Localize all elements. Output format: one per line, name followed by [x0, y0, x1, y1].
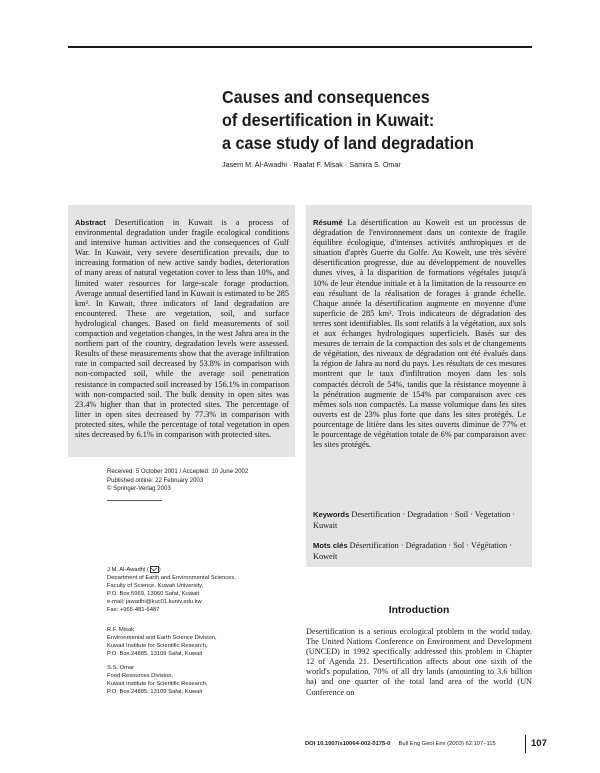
resume: [313, 218, 526, 450]
address-name-line: [107, 566, 297, 575]
resume-text: La désertification au Koweït est un processus de dégradation de l'environnement dans un contexte de fragile équilibre écologique, d'intenses activités anthropiques et de situation d'après Guerre du Golfe. Au Koweït, une très sévère désertification progresse, due au développement de nouvelles dunes vives, à la disparition de formations végétales jusqu'à 10% de leur étendue initiale et à la limitation de la ressource en eau résultant de la réalisation de forages à grande échelle. Chaque année la désertification augmente en moyenne d'une superficie de 285 km². Trois indicateurs de dégradation des terres sont identifiables. Ils sont relatifs à la végétation, aux sols et aux échanges hydrologiques superficiels. Basés sur des mesures de terrain de la compaction des sols et de changements de végétation, des niveaux de dégradation ont été évalués dans la région de Jahra au nord du pays. Les résultats de ces mesures montrent que le taux d'infiltration moyen dans les sols compactés décroît de 54%, tandis que la résistance moyenne à la pénétration augmente de 154% par comparaison avec ces mêmes sols non compactés. La masse volumique dans les sites ouverts est de 23% plus forte que dans les sites protégés. Le pourcentage de litière dans les sites ouverts diminue de 77% et le pourcentage de végétation totale de 6% par comparaison avec les sites protégés.: [313, 218, 526, 450]
title-line-1: Causes and consequences: [222, 87, 430, 107]
title-line-3: a case study of land degradation: [222, 133, 474, 153]
address-line: P.O. Box 5969, 13060 Safat, Kuwait: [107, 590, 200, 597]
mail-icon: [150, 566, 159, 573]
address-al-awadhi: [107, 566, 297, 614]
abstract: [75, 218, 289, 440]
address-misak: [107, 627, 297, 659]
received-info: [107, 468, 297, 494]
address-name-close: ): [158, 567, 161, 574]
page-number-rule: [525, 735, 526, 753]
mots-cles-text: Désertification · Dégradation · Sol · Végétation · Koweït: [313, 541, 512, 561]
abstract-text: Desertification in Kuwait is a process of environmental degradation under fragile ecological conditions and intensive human activities and the consequences of Gulf War. In Kuwait, very severe desertification prevails, due to increasing formation of new active sandy bodies, deterioration of many areas of natural vegetation cover to less than 10%, and limited water resources for large-scale forage production. Average annual desertified land in Kuwait is estimated to be 285 km². In Kuwait, three indicators of land degradation are encountered. These are vegetation, soil, and surface hydrological changes. Based on field measurements of soil compaction and vegetation changes, in the west Jahra area in the northern part of the country, degradation levels were assessed. Results of these measurements show that the average infiltration rate in compacted soil decreased by 53.8% in comparison with non-compacted soil, while the average soil penetration resistance in compacted soil increased by 156.1% in comparison with non-compacted soil. The bulk density in open sites was 23.4% higher than that in protected sites. The percentage of litter in open sites decreased by 77.3% in comparison with protected sites, while the percentage of total vegetation in open sites decreased by 6.1% in comparison with protected sites.: [75, 218, 289, 439]
keywords: [313, 510, 526, 531]
published-line: Published online: 22 February 2003: [107, 476, 204, 484]
fax-line: Fax: +965-481-6487: [107, 606, 160, 613]
address-line: Faculty of Science, Kuwait University,: [107, 582, 204, 589]
footer: [305, 741, 496, 747]
address-line: Department of Earth and Environmental Sciences,: [107, 574, 236, 581]
introduction-text: Desertification is a serious ecological problem in the world today. The United Nations Conference on Environment and Development (UNCED) in 1992 specifically addressed this problem in Chapter 12 of Agenda 21. Desertification affects about one sixth of the world's population, 70% of all dry lands (amounting to 3.6 billion ha) and one quarter of the total land area of the world (UN Conference on: [306, 627, 532, 697]
address-line: P.O. Box 24885, 13109 Safat, Kuwait: [107, 688, 203, 695]
address-separator: [107, 500, 162, 501]
address-line: Kuwait Institute for Scientific Research,: [107, 680, 208, 687]
page-number: 107: [531, 738, 547, 749]
address-line: Food Resources Division,: [107, 672, 174, 679]
author-list: Jasem M. Al-Awadhi · Raafat F. Misak · Samira S. Omar: [222, 160, 401, 169]
copyright-line: © Springer-Verlag 2003: [107, 485, 171, 493]
keywords-text: Desertification · Degradation · Soil · Vegetation · Kuwait: [313, 510, 516, 530]
mots-cles-label: Mots clés: [313, 541, 348, 550]
article-title: [222, 86, 516, 155]
address-line: Kuwait Institute for Scientific Research,: [107, 642, 208, 649]
address-name: J.M. Al-Awadhi (: [107, 567, 149, 574]
introduction-heading: Introduction: [388, 605, 450, 616]
email-line: e-mail: jawadhi@kuc01.kuniv.edu.kw: [107, 598, 202, 605]
address-line: Environmental and Earth Science Division,: [107, 634, 217, 641]
title-line-2: of desertification in Kuwait:: [222, 110, 435, 130]
address-line: P.O. Box 24885, 13109 Safat, Kuwait: [107, 650, 203, 657]
abstract-label: Abstract: [75, 218, 106, 227]
received-line: Received: 5 October 2001 / Accepted: 10 June 2002: [107, 468, 249, 475]
resume-label: Résumé: [313, 218, 343, 227]
doi: DOI 10.1007/s10064-002-0175-0: [305, 741, 391, 747]
keywords-label: Keywords: [313, 510, 350, 519]
top-rule: [68, 46, 532, 48]
address-line: R.F. Misak: [107, 627, 135, 633]
mots-cles: [313, 541, 526, 562]
journal-citation: Bull Eng Geol Env (2003) 62:107–115: [398, 741, 496, 747]
address-line: S.S. Omar: [107, 665, 135, 671]
address-omar: [107, 665, 297, 697]
